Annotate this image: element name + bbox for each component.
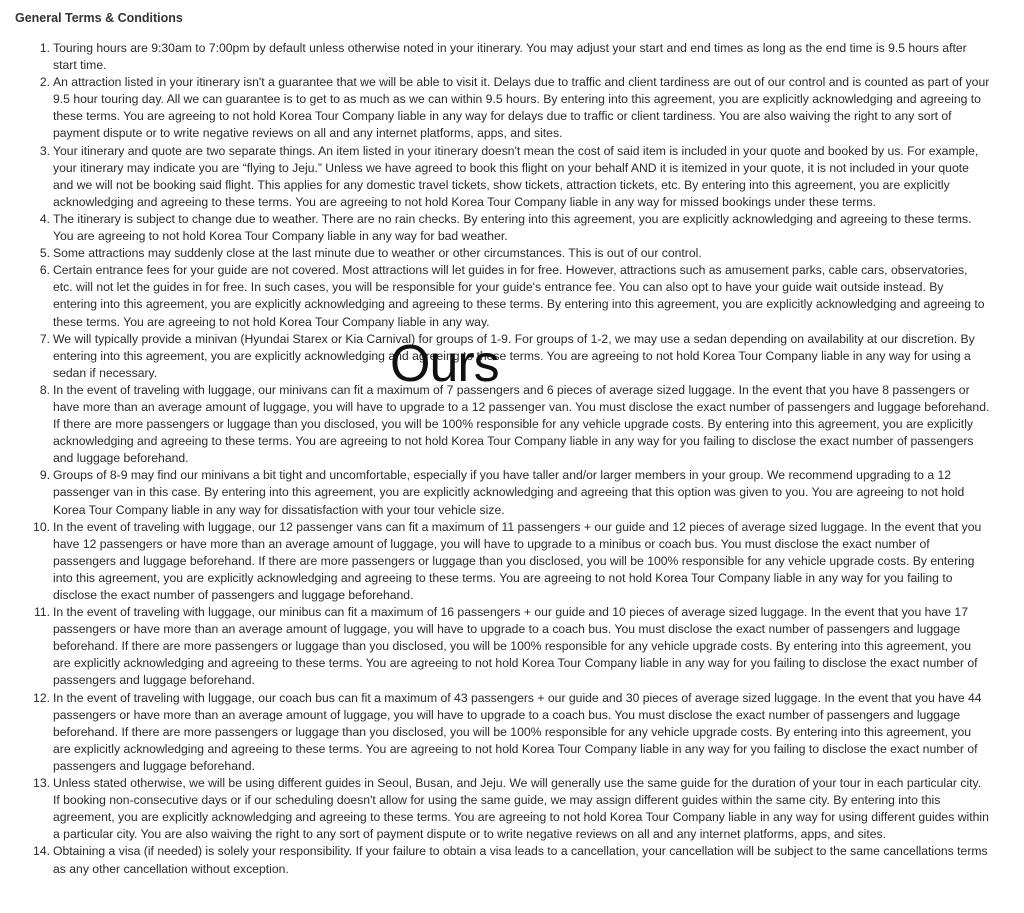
term-number: 14.: [33, 844, 50, 859]
term-number: 6.: [39, 263, 50, 278]
term-number: 12.: [33, 690, 50, 705]
term-text: Unless stated otherwise, we will be using different guides in Seoul, Busan, and Jeju. We will generally use the same guide for the duration of your tour in each particular city. If booking non-consecutive days or if our scheduling doesn't allow for using the same guide, we may assign different guides within the same city. By entering into this agreement, you are explicitly acknowledging and agreeing to these terms. You are agreeing to not hold Korea Tour Company liable in any way for using different guides within a particular city. You are also waiving the right to any sort of payment dispute or to write negative reviews on all and any internet platforms, apps, and sites.: [53, 776, 989, 842]
term-item-8: [39, 382, 990, 467]
terms-list: [0, 40, 990, 878]
term-number: 10.: [33, 519, 50, 534]
term-text: In the event of traveling with luggage, our minivans can fit a maximum of 7 passengers and 6 pieces of average sized luggage. In the event that you have 8 passengers or have more than an average amount of luggage, you will have to upgrade to a 12 passenger van. You must disclose the exact number of passengers and luggage beforehand. If there are more passengers or luggage than you disclosed, you will be 100% responsible for any vehicle upgrade costs. By entering into this agreement, you are explicitly acknowledging and agreeing to these terms. You are agreeing to not hold Korea Tour Company liable in any way for you failing to disclose the exact number of passengers and luggage beforehand.: [53, 382, 990, 466]
term-item-2: [39, 74, 990, 142]
term-text: An attraction listed in your itinerary isn't a guarantee that we will be able to visit it. Delays due to traffic and client tardiness are out of our control and is counted as part of your 9.5 hour touring day. All we can guarantee is to get to as much as we can within 9.5 hours. By entering into this agreement, you are explicitly acknowledging and agreeing to these terms. You are agreeing to not hold Korea Tour Company liable in any way for delays due to traffic or client tardiness. You are also waiving the right to any sort of payment dispute or to write negative reviews on all and any internet platforms, apps, and sites.: [53, 75, 990, 141]
term-text: In the event of traveling with luggage, our coach bus can fit a maximum of 43 passengers + our guide and 30 pieces of average sized luggage. In the event that you have 44 passengers or have more than an average amount of luggage, you will have to upgrade to a coach bus. You must disclose the exact number of passengers and luggage beforehand. If there are more passengers or luggage than you disclosed, you will be 100% responsible for any vehicle upgrade costs. By entering into this agreement, you are explicitly acknowledging and agreeing to these terms. You are agreeing to not hold Korea Tour Company liable in any way for you failing to disclose the exact number of passengers and luggage beforehand.: [53, 690, 982, 773]
term-number: 7.: [39, 331, 50, 346]
term-number: 9.: [39, 468, 50, 483]
term-text: Groups of 8-9 may find our minivans a bit tight and uncomfortable, especially if you have taller and/or larger members in your group. We recommend upgrading to a 12 passenger van in this case. By entering into this agreement, you are explicitly acknowledging and agreeing that this option was given to you. You are agreeing to not hold Korea Tour Company liable in any way for dissatisfaction with your tour vehicle size.: [53, 468, 965, 517]
term-text: Obtaining a visa (if needed) is solely your responsibility. If your failure to obtain a visa leads to a cancellation, your cancellation will be subject to the same cancellations terms as any other cancellation without exception.: [53, 844, 988, 876]
term-item-3: [39, 143, 990, 211]
term-item-5: [39, 245, 990, 262]
term-text: The itinerary is subject to change due to weather. There are no rain checks. By entering into this agreement, you are explicitly acknowledging and agreeing to these terms. You are agreeing to not hold Korea Tour Company liable in any way for bad weather.: [53, 211, 972, 244]
term-number: 2.: [39, 75, 50, 90]
term-number: 5.: [39, 246, 50, 261]
term-number: 13.: [33, 776, 50, 791]
term-text: In the event of traveling with luggage, our 12 passenger vans can fit a maximum of 11 passengers + our guide and 12 pieces of average sized luggage. In the event that you have 12 passengers or have more than an average amount of luggage, you will have to upgrade to a minibus or coach bus. You must disclose the exact number of passengers and luggage beforehand. If there are more passengers or luggage than you disclosed, you will be 100% responsible for any vehicle upgrade costs. By entering into this agreement, you are explicitly acknowledging and agreeing to these terms. You are agreeing to not hold Korea Tour Company liable in any way for you failing to disclose the exact number of passengers and luggage beforehand.: [53, 519, 982, 602]
term-number: 1.: [39, 41, 50, 55]
term-text: We will typically provide a minivan (Hyundai Starex or Kia Carnival) for groups of 1-9. For groups of 1-2, we may use a sedan depending on availability at our discretion. By entering into this agreement, you are explicitly acknowledging and agreeing to these terms. You are agreeing to not hold Korea Tour Company liable in any way for using a sedan if necessary.: [53, 331, 975, 380]
term-item-12: [33, 690, 990, 775]
term-text: Certain entrance fees for your guide are not covered. Most attractions will let guides in for free. However, attractions such as amusement parks, cable cars, observatories, etc. will not let the guides in for free. In such cases, you will be responsible for your guide's entrance fee. You can also opt to have your guide wait outside instead. By entering into this agreement, you are explicitly acknowledging and agreeing to these terms. By entering into this agreement, you are explicitly acknowledging and agreeing to these terms. You are agreeing to not hold Korea Tour Company liable in any way.: [53, 263, 985, 329]
term-number: 3.: [39, 143, 50, 158]
term-text: Your itinerary and quote are two separate things. An item listed in your itinerary doesn't mean the cost of said item is included in your quote and booked by us. For example, your itinerary may indicate you are “flying to Jeju.” Unless we have agreed to book this flight on your behalf AND it is itemized in your quote, it is not included in your quote and we will not be booking said flight. This applies for any domestic travel tickets, show tickets, attraction tickets, etc. By entering into this agreement, you are explicitly acknowledging and agreeing to these terms. You are agreeing to not hold Korea Tour Company liable in any way for missed bookings under these terms.: [53, 143, 979, 209]
term-item-6: [39, 262, 990, 330]
term-number: 11.: [33, 605, 50, 620]
term-text: In the event of traveling with luggage, our minibus can fit a maximum of 16 passengers + our guide and 10 pieces of average sized luggage. In the event that you have 17 passengers or have more than an average amount of luggage, you will have to upgrade to a coach bus. You must disclose the exact number of passengers and luggage beforehand. If there are more passengers or luggage than you disclosed, you will be 100% responsible for any vehicle upgrade costs. By entering into this agreement, you are explicitly acknowledging and agreeing to these terms. You are agreeing to not hold Korea Tour Company liable in any way for you failing to disclose the exact number of passengers and luggage beforehand.: [53, 605, 978, 688]
term-number: 4.: [39, 211, 50, 226]
term-item-14: [33, 843, 990, 877]
term-text: Some attractions may suddenly close at the last minute due to weather or other circumstances. This is out of our control.: [53, 246, 702, 261]
term-item-7: [39, 331, 990, 382]
term-item-11: [33, 604, 990, 689]
term-item-13: [33, 775, 990, 843]
term-text: Touring hours are 9:30am to 7:00pm by default unless otherwise noted in your itinerary. You may adjust your start and end times as long as the end time is 9.5 hours after start time.: [53, 41, 967, 73]
term-item-1: [39, 40, 990, 74]
term-item-10: [33, 519, 990, 604]
term-item-9: [39, 467, 990, 518]
term-item-4: [39, 211, 990, 245]
document-title: General Terms & Conditions: [15, 11, 183, 25]
watermark-text: Ours: [390, 335, 499, 393]
term-number: 8.: [39, 382, 50, 397]
